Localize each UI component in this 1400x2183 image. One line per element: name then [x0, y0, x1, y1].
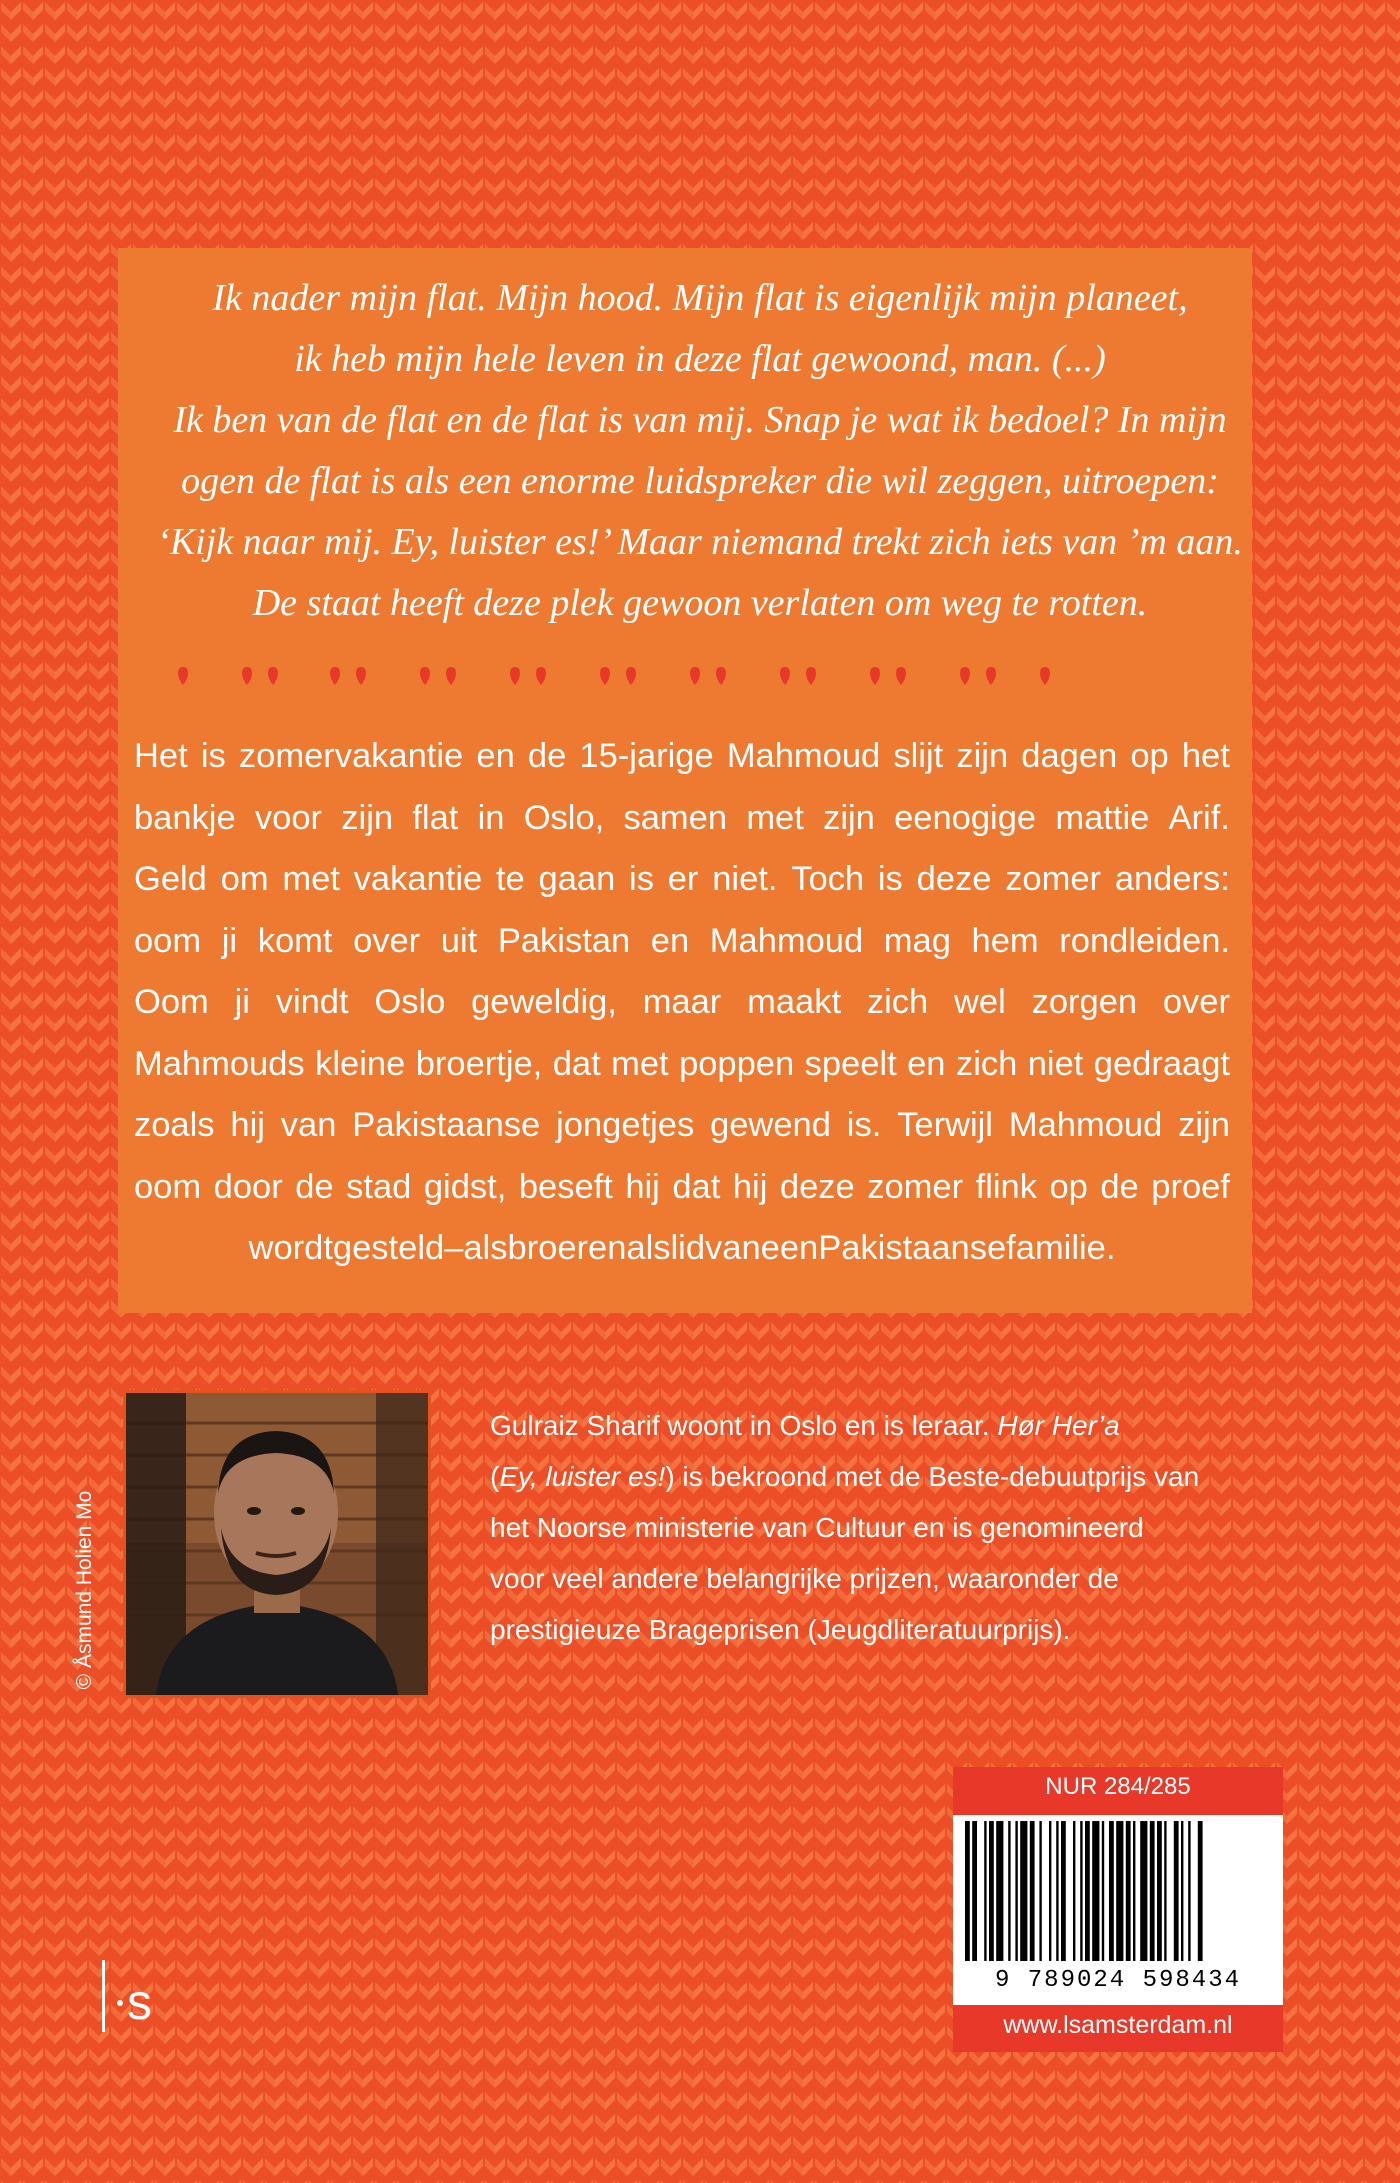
heart-icon: [690, 667, 700, 685]
description-word: gaan: [538, 860, 616, 898]
description-word: komt: [257, 921, 333, 960]
description-word: Toch: [791, 860, 865, 898]
description-word: rondleiden.: [1059, 921, 1230, 960]
description-word: en: [907, 1044, 946, 1083]
description-word: anders:: [1114, 860, 1230, 898]
barcode-bar: [989, 1821, 994, 1961]
heart-icon: [510, 667, 520, 685]
publisher-website: www.lsamsterdam.nl: [1003, 2011, 1233, 2039]
description-word: gedraagt: [1093, 1044, 1230, 1083]
description-word: Oom: [134, 983, 209, 1021]
description-word: zorgen: [1031, 983, 1138, 1021]
description-word: –: [444, 1229, 464, 1267]
description-word: poppen: [679, 1044, 795, 1083]
description-word: hij: [732, 1167, 768, 1206]
description-word: maar: [642, 983, 722, 1021]
nur-code: NUR 284/285: [1045, 1773, 1191, 1800]
heart-icon: [806, 667, 816, 685]
description-word: broer: [507, 1229, 589, 1267]
barcode-bar: [1116, 1821, 1123, 1961]
barcode-bar: [965, 1821, 970, 1961]
description-word: zijn: [823, 798, 875, 837]
barcode-bar: [1174, 1821, 1179, 1961]
barcode-bar: [1164, 1821, 1166, 1961]
description-word: hij: [625, 1167, 660, 1206]
description-line: [134, 726, 1230, 788]
barcode-bar: [1102, 1821, 1104, 1961]
original-title: Hør Her’a: [997, 1410, 1120, 1441]
barcode-area: [953, 1815, 1283, 2005]
barcode-bar: [984, 1821, 986, 1961]
quote-line: Ik nader mijn flat. Mijn hood. Mijn flat is eigenlijk mijn planeet,: [212, 277, 1188, 319]
description-word: Mahmoud: [1008, 1106, 1163, 1144]
author-bio: [490, 1400, 1290, 1655]
description-word: niet.: [712, 860, 778, 898]
description-word: Het: [134, 737, 188, 775]
description-line: [134, 1095, 1230, 1157]
translated-title: Ey, luister es!: [499, 1461, 666, 1492]
quote-line: ogen de flat is als een enorme luidspreker die wil zeggen, uitroepen:: [181, 460, 1219, 502]
description-word: speelt: [804, 1044, 897, 1083]
description-word: ji: [221, 921, 238, 960]
heart-icon: [268, 667, 278, 685]
description-word: gidst,: [423, 1167, 507, 1206]
barcode-bar: [1188, 1821, 1190, 1961]
description-word: hij: [230, 1106, 265, 1144]
description-word: Geld: [134, 860, 207, 898]
description-word: Pakistaanse: [352, 1106, 541, 1144]
description-word: als: [626, 1229, 671, 1267]
description-word: samen: [623, 798, 728, 837]
heart-icon: [780, 667, 790, 685]
barcode-bar: [1030, 1821, 1035, 1961]
description-word: jongetjes: [556, 1106, 695, 1144]
description-word: is: [877, 860, 903, 898]
description-word: met: [746, 798, 804, 837]
bio-line: prestigieuze Brageprisen (Jeugdliteratuurprijs).: [490, 1614, 1071, 1645]
description-word: Mahmouds: [134, 1044, 305, 1083]
heart-icon: [716, 667, 726, 685]
description-word: vakantie: [353, 860, 483, 898]
barcode-icon: [965, 1821, 1271, 1961]
barcode-bar: [1157, 1821, 1162, 1961]
description-word: zoals: [134, 1106, 215, 1144]
description-word: zijn: [956, 737, 1009, 775]
description-word: vindt: [275, 983, 349, 1021]
description-word: uit: [440, 921, 478, 960]
description-word: wel: [954, 983, 1006, 1021]
barcode-bar: [1198, 1821, 1203, 1961]
logo-dot: [117, 2000, 123, 2006]
bio-line: het Noorse ministerie van Cultuur en is genomineerd: [490, 1512, 1144, 1543]
barcode-block: [953, 1767, 1283, 2052]
description-word: bankje: [134, 798, 236, 837]
description-word: er: [667, 860, 699, 898]
barcode-bar: [996, 1821, 1003, 1961]
logo-bar: [102, 1960, 105, 2032]
description-word: de: [295, 1167, 334, 1206]
barcode-bar: [972, 1821, 977, 1961]
logo-letter: s: [127, 1974, 152, 2030]
barcode-bar: [1109, 1821, 1114, 1961]
barcode-bar: [1020, 1821, 1027, 1961]
description-word: deze: [779, 1167, 855, 1206]
description-word: geweldig,: [471, 983, 617, 1021]
description-word: stad: [346, 1167, 412, 1206]
quote-line: ik heb mijn hele leven in deze flat gewoond, man. (...): [294, 338, 1106, 380]
barcode-bar: [1080, 1821, 1082, 1961]
description-word: zijn: [1178, 1106, 1230, 1144]
description-word: gewend: [710, 1106, 831, 1144]
description-word: Oslo: [374, 983, 446, 1021]
description-word: familie.: [1006, 1229, 1116, 1267]
description-word: dat: [552, 1044, 601, 1083]
heart-icon: [600, 667, 610, 685]
description-word: deze: [916, 860, 992, 898]
description-word: oom: [134, 1167, 202, 1206]
description-word: flink: [975, 1167, 1037, 1206]
description-word: hem: [971, 921, 1039, 960]
description-word: Mahmoud: [709, 921, 864, 960]
barcode-bar: [1181, 1821, 1183, 1961]
description-word: zomervakantie: [238, 737, 464, 775]
description-line: [134, 911, 1230, 973]
heart-icon: [896, 667, 906, 685]
description-word: ji: [234, 983, 250, 1021]
heart-icon: [870, 667, 880, 685]
quote-line: De staat heeft deze plek gewoon verlaten om weg te rotten.: [252, 582, 1148, 624]
barcode-bar: [1085, 1821, 1090, 1961]
description-word: Mahmoud: [726, 737, 881, 775]
description-word: Pakistaanse: [818, 1229, 1007, 1267]
publisher-logo: [100, 1960, 180, 2050]
description-word: kleine: [315, 1044, 406, 1083]
description-word: is.: [846, 1106, 882, 1144]
barcode-bar: [1061, 1821, 1066, 1961]
description-word: en: [588, 1229, 627, 1267]
heart-icon: [356, 667, 366, 685]
hearts-divider: [160, 665, 1160, 695]
barcode-bar: [1049, 1821, 1051, 1961]
description-word: en: [650, 921, 690, 960]
barcode-bar: [1092, 1821, 1099, 1961]
description-word: flat: [412, 798, 459, 837]
quote-block: [150, 268, 1250, 634]
description-word: proef: [1151, 1167, 1230, 1206]
description-word: Terwijl: [897, 1106, 993, 1144]
barcode-bar: [1008, 1821, 1010, 1961]
description-line: [134, 1034, 1230, 1096]
barcode-bar: [1133, 1821, 1135, 1961]
description-word: van: [705, 1229, 761, 1267]
description-word: 15-jarige: [579, 737, 714, 775]
description-word: de: [1100, 1167, 1139, 1206]
description-word: in: [477, 798, 505, 837]
description-word: slijt: [893, 737, 944, 775]
barcode-bar: [1056, 1821, 1058, 1961]
barcode-bar: [1039, 1821, 1041, 1961]
bio-text: Gulraiz Sharif woont in Oslo en is leraar.: [490, 1410, 998, 1441]
author-photo: [123, 1390, 431, 1698]
barcode-bar: [1140, 1821, 1147, 1961]
heart-icon: [1040, 667, 1050, 685]
description-word: door: [213, 1167, 283, 1206]
description-line: [134, 1157, 1230, 1219]
description-line: [134, 972, 1230, 1034]
heart-icon: [536, 667, 546, 685]
description-word: op: [1130, 737, 1169, 775]
description-word: met: [611, 1044, 669, 1083]
description-word: zijn: [341, 798, 394, 837]
bio-text: is bekroond met de Beste-debuutprijs van: [674, 1461, 1200, 1492]
description-word: wordt: [248, 1229, 333, 1267]
description-word: beseft: [518, 1167, 613, 1206]
heart-icon: [242, 667, 252, 685]
description-word: over: [353, 921, 421, 960]
description-word: oom: [134, 921, 202, 960]
description-word: om: [220, 860, 269, 898]
bio-line: [490, 1400, 1290, 1451]
book-description: [134, 726, 1230, 1280]
description-word: en: [476, 737, 515, 775]
quote-line: ‘Kijk naar mij. Ey, luister es!’ Maar niemand trekt zich iets van ’m aan.: [157, 521, 1243, 563]
description-word: een: [760, 1229, 819, 1267]
heart-icon: [330, 667, 340, 685]
description-word: zich: [955, 1044, 1018, 1083]
description-word: over: [1162, 983, 1230, 1021]
description-line: [134, 1218, 1230, 1280]
heart-icon: [626, 667, 636, 685]
bio-text: ): [665, 1461, 675, 1492]
description-word: maakt: [747, 983, 842, 1021]
description-word: van: [280, 1106, 337, 1144]
heart-icon: [178, 667, 188, 685]
description-word: is: [629, 860, 654, 898]
description-word: zich: [866, 983, 929, 1021]
description-word: mag: [883, 921, 951, 960]
description-word: eenogige: [894, 798, 1037, 837]
heart-icon: [446, 667, 456, 685]
barcode-bar: [1073, 1821, 1075, 1961]
description-word: op: [1049, 1167, 1088, 1206]
heart-icon: [960, 667, 970, 685]
description-word: als: [463, 1229, 508, 1267]
description-word: met: [282, 860, 340, 898]
description-word: Oslo,: [523, 798, 605, 837]
description-line: [134, 788, 1230, 850]
description-word: Arif.: [1168, 798, 1230, 837]
heart-icon: [420, 667, 430, 685]
bio-line: [490, 1451, 1290, 1502]
description-word: Pakistan: [497, 921, 631, 960]
description-word: is: [200, 737, 226, 775]
description-line: [134, 849, 1230, 911]
bio-line: voor veel andere belangrijke prijzen, waaronder de: [490, 1563, 1119, 1594]
description-word: zomer: [1005, 860, 1102, 898]
barcode-bar: [1015, 1821, 1017, 1961]
description-word: het: [1181, 737, 1230, 775]
description-word: zomer: [867, 1167, 964, 1206]
bio-text: (: [490, 1461, 500, 1492]
description-word: mattie: [1055, 798, 1150, 837]
photo-credit-text: © Åsmund Holien Mo: [73, 1490, 96, 1690]
isbn-number: 9 789024 598434: [994, 1967, 1242, 1994]
photo-credit: [70, 1475, 100, 1705]
description-word: gesteld: [332, 1229, 445, 1267]
description-word: de: [527, 737, 567, 775]
description-word: te: [495, 860, 525, 898]
description-word: niet: [1027, 1044, 1084, 1083]
description-word: broertje,: [415, 1044, 543, 1083]
description-word: lid: [670, 1229, 706, 1267]
description-word: voor: [254, 798, 323, 837]
author-portrait-image: [126, 1393, 428, 1695]
heart-icon: [986, 667, 996, 685]
description-word: dat: [672, 1167, 721, 1206]
barcode-bar: [1126, 1821, 1131, 1961]
barcode-bar: [1150, 1821, 1155, 1961]
description-word: dagen: [1021, 737, 1118, 775]
quote-line: Ik ben van de flat en de flat is van mij. Snap je wat ik bedoel? In mijn: [173, 399, 1227, 441]
